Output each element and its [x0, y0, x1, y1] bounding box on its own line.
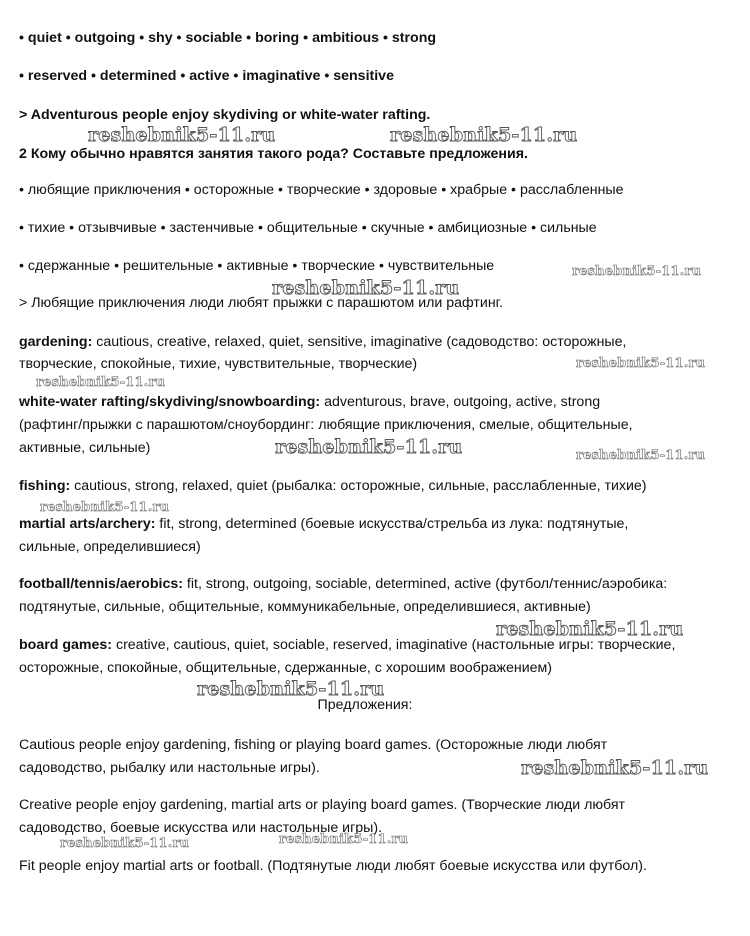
- watermark: reshebnik5-11.ru: [197, 678, 385, 700]
- gardening-entry: [19, 333, 626, 351]
- watermark: reshebnik5-11.ru: [88, 124, 276, 146]
- board-games-entry-cont: осторожные, спокойные, общительные, сдержанные, с хорошим воображением): [19, 660, 553, 676]
- watermark: reshebnik5-11.ru: [521, 757, 709, 779]
- example-sentence-en: > Adventurous people enjoy skydiving or white-water rafting.: [19, 107, 431, 123]
- adjectives-line-1: • quiet • outgoing • shy • sociable • boring • ambitious • strong: [19, 30, 437, 46]
- gardening-entry-cont: творческие, спокойные, тихие, чувствительные, творческие): [19, 356, 418, 372]
- sentence-cautious: Cautious people enjoy gardening, fishing or playing board games. (Осторожные люди любят: [19, 737, 608, 753]
- rafting-entry: [19, 393, 600, 411]
- football-desc: fit, strong, outgoing, sociable, determined, active (футбол/теннис/аэробика:: [182, 576, 668, 592]
- sentence-cautious-cont: садоводство, рыбалку или настольные игры).: [19, 760, 320, 776]
- fishing-desc: cautious, strong, relaxed, quiet (рыбалка: осторожные, сильные, расслабленные, тихие): [70, 478, 647, 494]
- example-sentence-ru: > Любящие приключения люди любят прыжки с парашютом или рафтинг.: [19, 295, 504, 311]
- watermark: reshebnik5-11.ru: [272, 277, 460, 299]
- sentence-creative-cont: садоводство, боевые искусства или настольные игры).: [19, 820, 383, 836]
- football-entry: [19, 575, 667, 593]
- board-games-term: board games:: [19, 637, 113, 653]
- board-games-desc: creative, cautious, quiet, sociable, reserved, imaginative (настольные игры: творческие,: [112, 637, 676, 653]
- watermark: reshebnik5-11.ru: [275, 436, 463, 458]
- football-term: football/tennis/aerobics:: [19, 576, 183, 592]
- watermark: reshebnik5-11.ru: [279, 832, 409, 847]
- rafting-term: white-water rafting/skydiving/snowboarding:: [19, 394, 321, 410]
- watermark: reshebnik5-11.ru: [576, 448, 706, 463]
- sentence-creative: Creative people enjoy gardening, martial arts or playing board games. (Творческие люди любят: [19, 797, 626, 813]
- sentence-fit: Fit people enjoy martial arts or football. (Подтянутые люди любят боевые искусства или футбол).: [19, 858, 647, 874]
- rafting-desc: adventurous, brave, outgoing, active, strong: [320, 394, 601, 410]
- adjectives-ru-line-1: • любящие приключения • осторожные • творческие • здоровые • храбрые • расслабленные: [19, 182, 624, 198]
- rafting-entry-cont-2: активные, сильные): [19, 440, 151, 456]
- fishing-term: fishing:: [19, 478, 71, 494]
- watermark: reshebnik5-11.ru: [496, 618, 684, 640]
- task-heading: 2 Кому обычно нравятся занятия такого рода? Составьте предложения.: [19, 146, 528, 162]
- martial-arts-desc: fit, strong, determined (боевые искусства/стрельба из лука: подтянутые,: [155, 516, 629, 532]
- watermark: reshebnik5-11.ru: [36, 375, 166, 390]
- watermark: reshebnik5-11.ru: [576, 356, 706, 371]
- adjectives-ru-line-2: • тихие • отзывчивые • застенчивые • общительные • скучные • амбициозные • сильные: [19, 220, 597, 236]
- watermark: reshebnik5-11.ru: [40, 500, 170, 515]
- adjectives-line-2: • reserved • determined • active • imaginative • sensitive: [19, 68, 394, 84]
- adjectives-ru-line-3: • сдержанные • решительные • активные • творческие • чувствительные: [19, 258, 495, 274]
- martial-arts-term: martial arts/archery:: [19, 516, 156, 532]
- martial-arts-entry-cont: сильные, определившиеся): [19, 539, 201, 555]
- rafting-entry-cont-1: (рафтинг/прыжки с парашютом/сноубординг: любящие приключения, смелые, общительные,: [19, 417, 633, 433]
- watermark: reshebnik5-11.ru: [60, 836, 190, 851]
- martial-arts-entry: [19, 515, 628, 533]
- gardening-term: gardening:: [19, 334, 93, 350]
- gardening-desc: cautious, creative, relaxed, quiet, sensitive, imaginative (садоводство: осторожные,: [92, 334, 627, 350]
- watermark: reshebnik5-11.ru: [572, 264, 702, 279]
- sentences-heading: Предложения:: [317, 697, 413, 713]
- football-entry-cont: подтянутые, сильные, общительные, коммуникабельные, определившиеся, активные): [19, 599, 591, 615]
- fishing-entry: [19, 477, 647, 495]
- watermark: reshebnik5-11.ru: [390, 124, 578, 146]
